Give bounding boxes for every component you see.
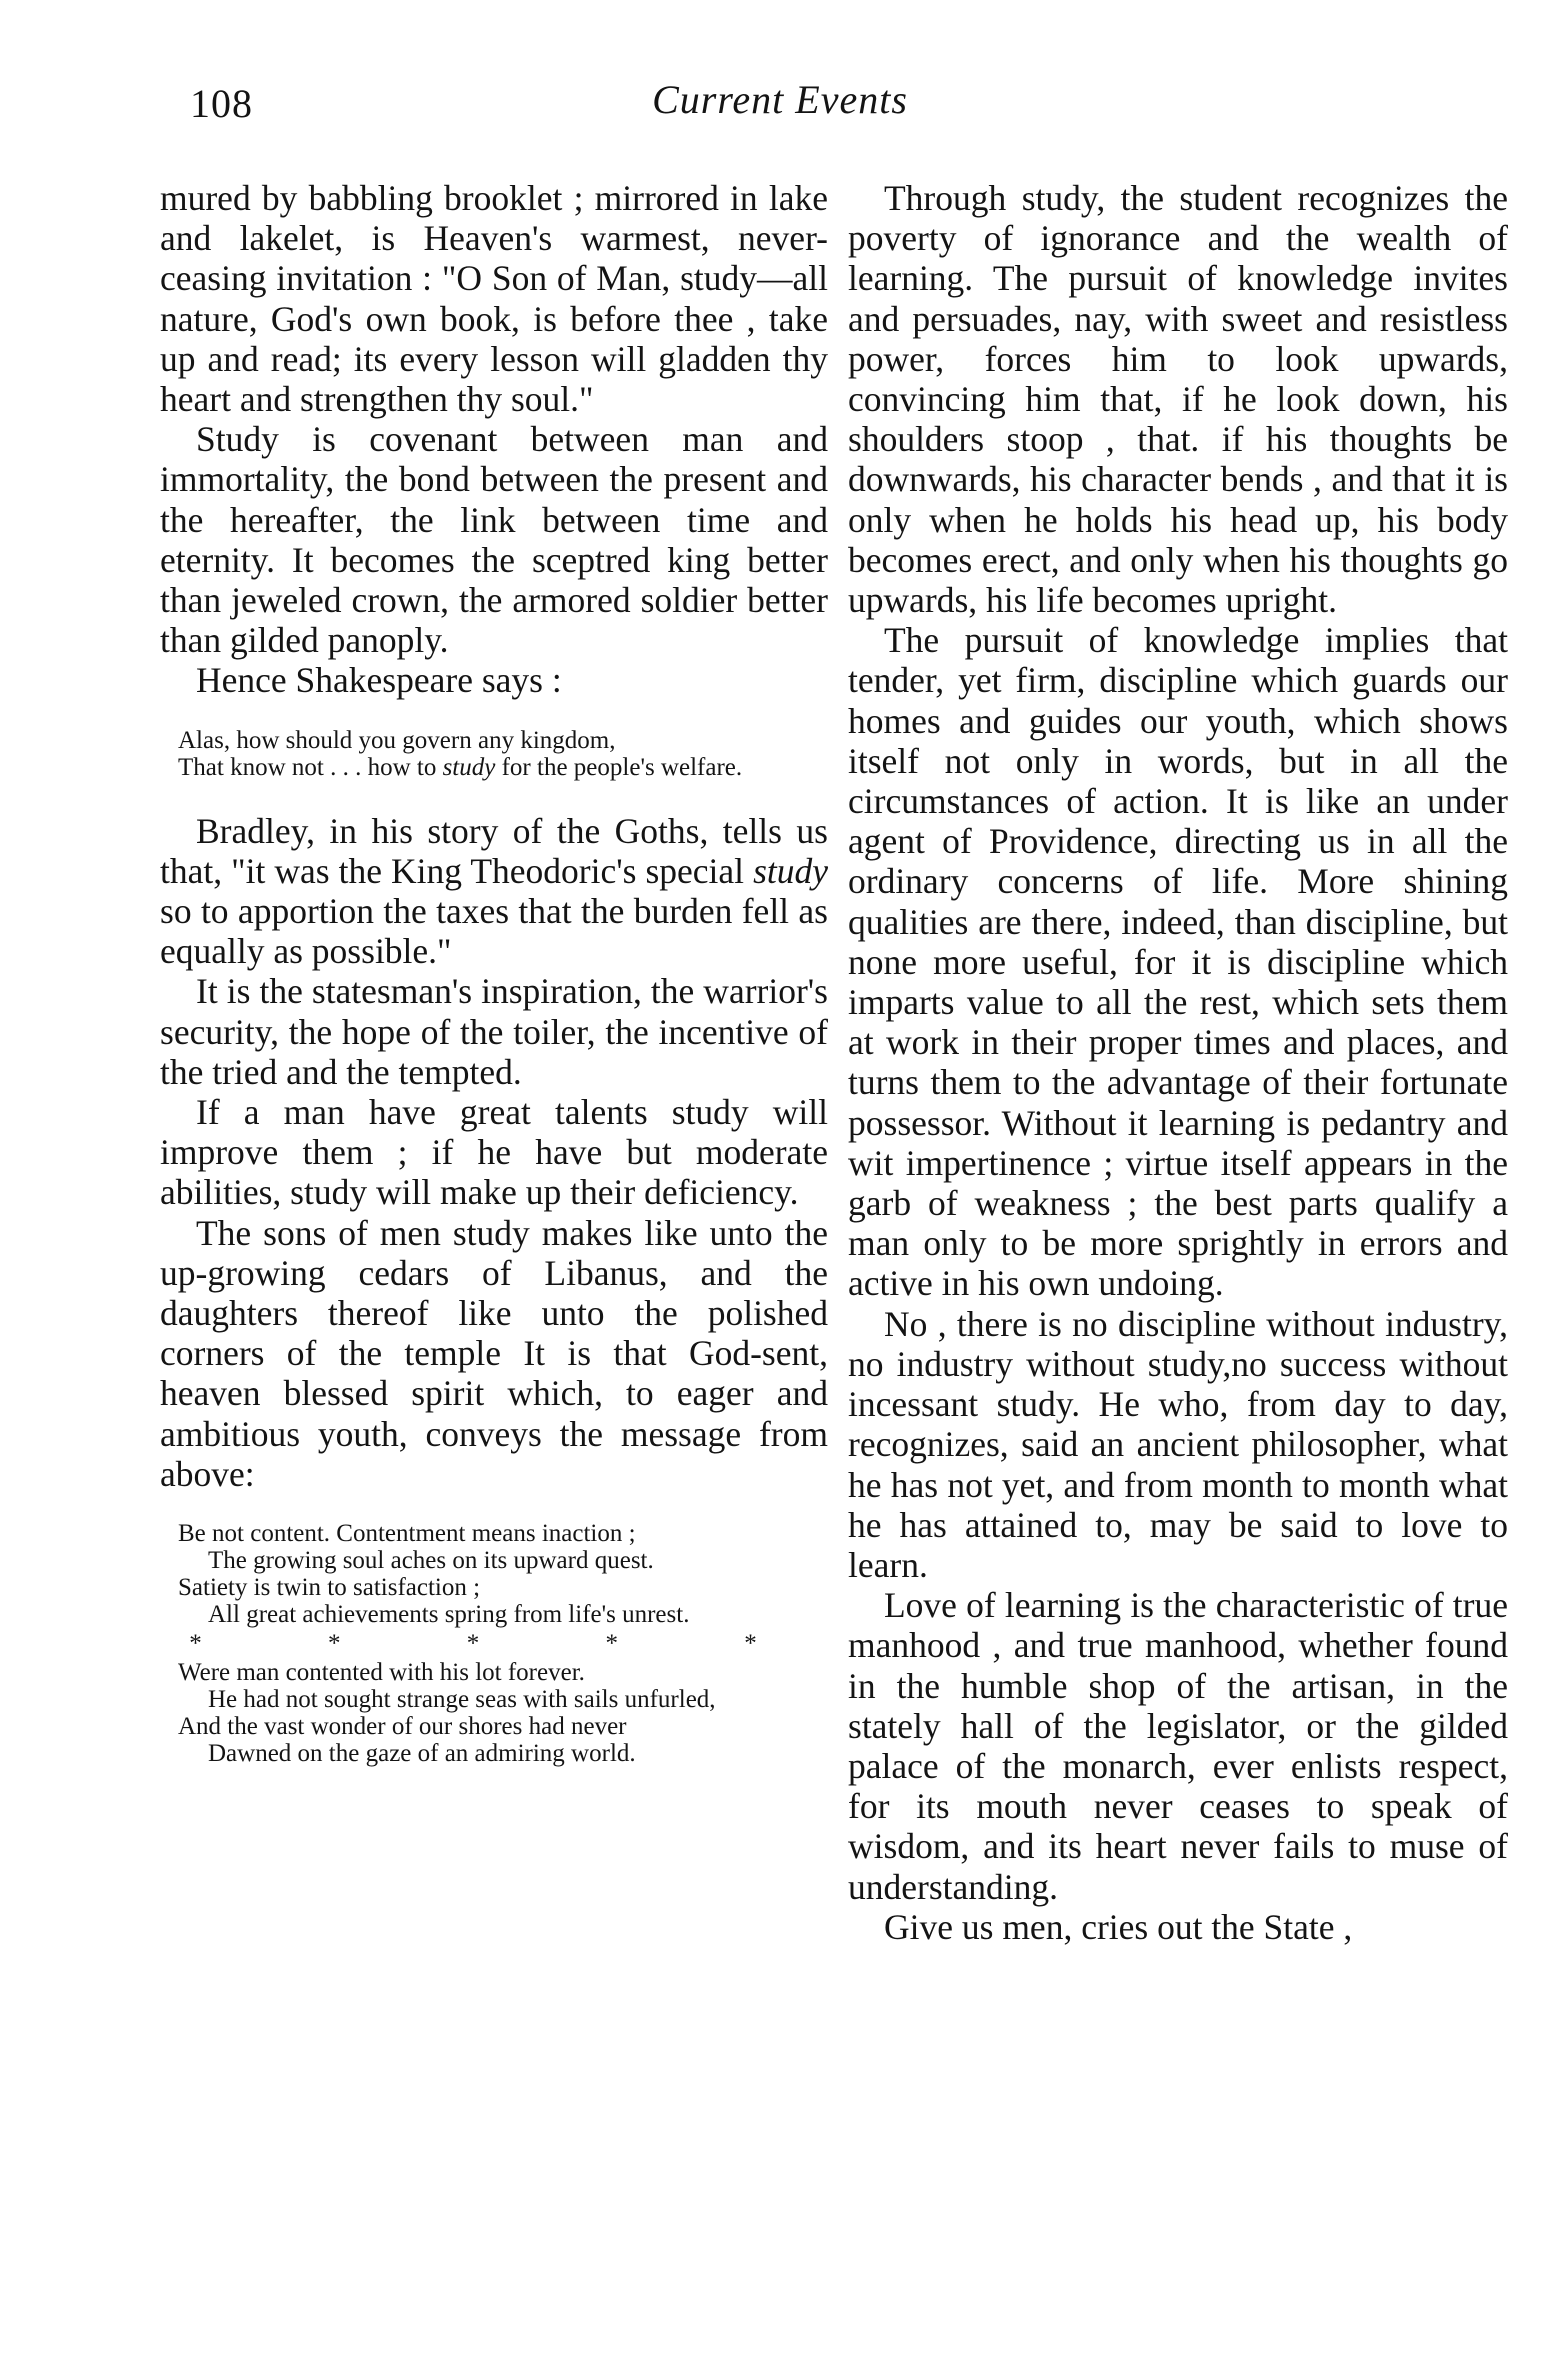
verse-line: And the vast wonder of our shores had never bbox=[178, 1713, 627, 1741]
paragraph: If a man have great talents study will improve them ; if he have but moderate abilities, study will make up their deficiency. bbox=[160, 1092, 828, 1213]
verse-line: Satiety is twin to satisfaction ; bbox=[178, 1574, 481, 1602]
paragraph: mured by babbling brooklet ; mirrored in lake and lakelet, is Heaven's warmest, never-ceasing invitation : "O Son of Man, study—all nature, God's own book, is before thee , take up and read; its every lesson will gladden thy heart and strengthen thy soul." bbox=[160, 178, 828, 420]
asterism-divider: * * * * * bbox=[189, 1630, 817, 1658]
verse-line: Dawned on the gaze of an admiring world. bbox=[208, 1740, 636, 1768]
paragraph: Through study, the student recognizes the poverty of ignorance and the wealth of learning. The pursuit of knowledge invites and persuades, nay, with sweet and resistless power, forces him to look upwards, convincing him that, if he look down, his shoulders stoop , that. if his thoughts be downwards, his character bends , and that it is only when he holds his head up, his body becomes erect, and only when his thoughts go upwards, his life becomes upright. bbox=[848, 178, 1508, 621]
paragraph: The pursuit of knowledge implies that tender, yet firm, discipline which guards our homes and guides our youth, which shows itself not only in words, but in all the circumstances of action. It is like an under agent of Providence, directing us in all the ordinary concerns of life. More shining qualities are there, indeed, than discipline, but none more useful, for it is discipline which imparts value to all the rest, which sets them at work in their proper times and places, and turns them to the advantage of their fortunate possessor. Without it learning is pedantry and wit impertinence ; virtue itself appears in the garb of weakness ; the best parts qualify a man only to be more sprightly in errors and active in his own undoing. bbox=[848, 620, 1508, 1304]
paragraph: Hence Shakespeare says : bbox=[196, 660, 562, 701]
verse-line: He had not sought strange seas with sails unfurled, bbox=[208, 1686, 716, 1714]
paragraph: Love of learning is the characteristic of true manhood , and true manhood, whether found in the humble shop of the artisan, in the stately hall of the legislator, or the gilded palace of the monarch, ever enlists respect, for its mouth never ceases to speak of wisdom, and its heart never fails to muse of understanding. bbox=[848, 1585, 1508, 1907]
paragraph: Study is covenant between man and immortality, the bond between the present and the hereafter, the link between time and eternity. It becomes the sceptred king better than jeweled crown, the armored soldier better than gilded panoply. bbox=[160, 419, 828, 661]
left-column bbox=[160, 178, 828, 1797]
verse-line: Be not content. Contentment means inaction ; bbox=[178, 1520, 636, 1548]
verse-line: All great achievements spring from life's unrest. bbox=[208, 1601, 690, 1629]
running-title: Current Events bbox=[652, 77, 908, 122]
page-number: 108 bbox=[190, 81, 253, 126]
right-column bbox=[848, 178, 1508, 1947]
paragraph: The sons of men study makes like unto the up-growing cedars of Libanus, and the daughters thereof like unto the polished corners of the temple It is that God-sent, heaven blessed spirit which, to eager and ambitious youth, conveys the message from above: bbox=[160, 1212, 828, 1494]
paragraph: No , there is no discipline without industry, no industry without study,no success without incessant study. He who, from day to day, recognizes, said an ancient philosopher, what he has not yet, and from month to month what he has attained to, may be said to love to learn. bbox=[848, 1303, 1508, 1585]
paragraph: It is the statesman's inspiration, the warrior's security, the hope of the toiler, the incentive of the tried and the tempted. bbox=[160, 971, 828, 1092]
verse-line: The growing soul aches on its upward quest. bbox=[208, 1547, 654, 1575]
paragraph: Bradley, in his story of the Goths, tells us that, "it was the King Theodoric's special study so to apportion the taxes that the burden fell as equally as possible." bbox=[160, 810, 828, 972]
paragraph: Give us men, cries out the State , bbox=[884, 1906, 1353, 1947]
verse-quotation bbox=[178, 727, 828, 781]
verse-line: That know not . . . how to study for the people's welfare. bbox=[178, 753, 743, 781]
verse-line: Were man contented with his lot forever. bbox=[178, 1659, 585, 1687]
verse-poem bbox=[178, 1520, 828, 1767]
verse-line: Alas, how should you govern any kingdom, bbox=[178, 726, 616, 754]
